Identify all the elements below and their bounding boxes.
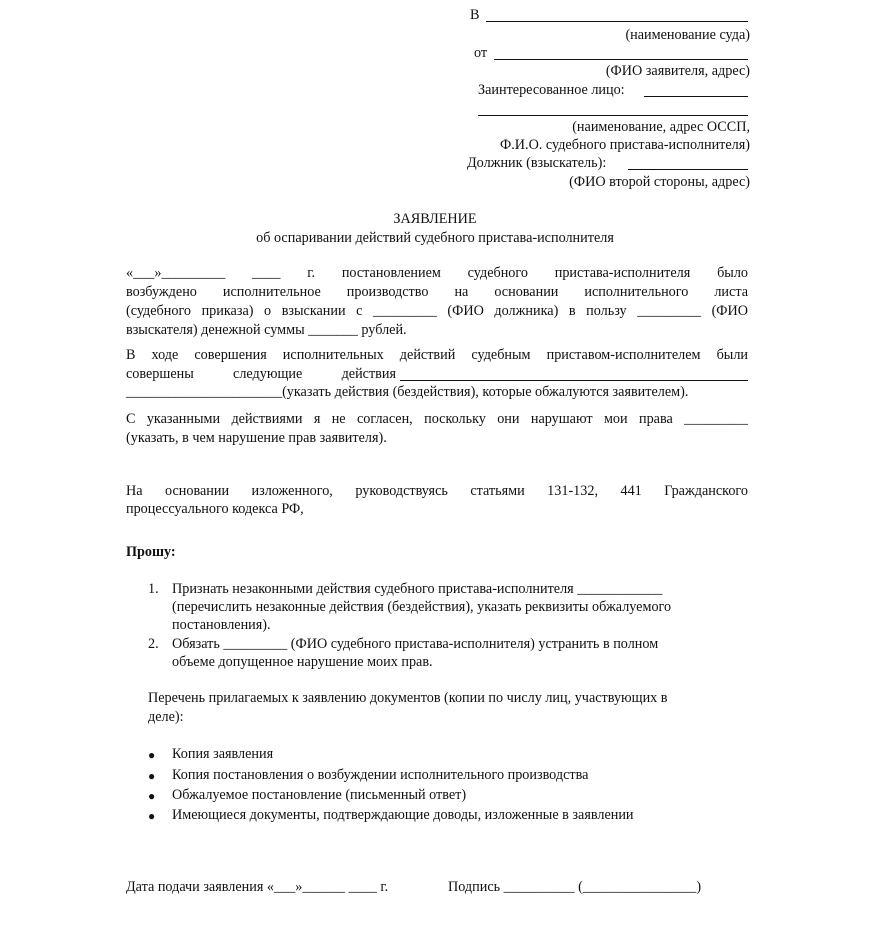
from-prefix: от bbox=[474, 45, 488, 61]
p2-line-2: совершены следующие действия bbox=[126, 366, 396, 382]
debtor-label: Должник (взыскатель): bbox=[467, 155, 607, 171]
p2-line-3: ______________________(указать действия (бездействия), которые обжалуются заявителем). bbox=[126, 384, 689, 400]
debtor-hint: (ФИО второй стороны, адрес) bbox=[569, 174, 750, 190]
bullet-icon: ● bbox=[148, 769, 156, 783]
attachment-item: Копия заявления bbox=[172, 746, 274, 762]
request-item-line: (перечислить незаконные действия (бездействия), указать реквизиты обжалуемого bbox=[172, 599, 672, 615]
submission-date: Дата подачи заявления «___»______ ____ г. bbox=[126, 879, 389, 895]
p1-line-3: (судебного приказа) о взыскании с _________ (ФИО должника) в пользу _________ (ФИО bbox=[126, 303, 748, 319]
p4-line-1: На основании изложенного, руководствуясь статьями 131-132, 441 Гражданского bbox=[126, 483, 748, 499]
p3-line-1: С указанными действиями я не согласен, поскольку они нарушают мои права _________ bbox=[126, 411, 748, 427]
ossp-hint-1: (наименование, адрес ОССП, bbox=[572, 119, 750, 135]
request-item-line: Обязать _________ (ФИО судебного пристава-исполнителя) устранить в полном bbox=[172, 636, 659, 652]
court-prefix: В bbox=[470, 7, 480, 23]
p3-line-2: (указать, в чем нарушение прав заявителя). bbox=[126, 430, 387, 446]
debtor-line bbox=[628, 169, 748, 170]
p4-line-2: процессуального кодекса РФ, bbox=[126, 501, 304, 517]
actions-line bbox=[400, 380, 748, 381]
attachment-item: Имеющиеся документы, подтверждающие доводы, изложенные в заявлении bbox=[172, 807, 634, 823]
court-hint: (наименование суда) bbox=[625, 27, 750, 43]
attachment-item: Копия постановления о возбуждении исполнительного производства bbox=[172, 767, 589, 783]
request-item-number: 2. bbox=[148, 636, 159, 652]
request-item-number: 1. bbox=[148, 581, 159, 597]
applicant-hint: (ФИО заявителя, адрес) bbox=[605, 63, 750, 79]
document-title: ЗАЯВЛЕНИЕ bbox=[393, 211, 477, 227]
interested-party-line bbox=[644, 96, 748, 97]
court-name-line bbox=[486, 21, 748, 22]
interested-party-label: Заинтересованное лицо: bbox=[478, 82, 625, 98]
request-item-line: объеме допущенное нарушение моих прав. bbox=[172, 654, 433, 670]
attachment-item: Обжалуемое постановление (письменный ответ) bbox=[172, 787, 467, 803]
ossp-line bbox=[478, 115, 748, 116]
ossp-hint-2: Ф.И.О. судебного пристава-исполнителя) bbox=[500, 137, 750, 153]
p1-line-4: взыскателя) денежной суммы _______ рублей. bbox=[126, 322, 407, 338]
bullet-icon: ● bbox=[148, 809, 156, 823]
bullet-icon: ● bbox=[148, 789, 156, 803]
request-heading: Прошу: bbox=[126, 544, 176, 560]
bullet-icon: ● bbox=[148, 748, 156, 762]
applicant-line bbox=[494, 59, 748, 60]
signature: Подпись __________ (________________) bbox=[448, 879, 702, 895]
p2-line-1: В ходе совершения исполнительных действий судебным приставом-исполнителем были bbox=[126, 347, 748, 363]
attachments-intro-line-2: деле): bbox=[148, 709, 184, 725]
request-item-line: Признать незаконными действия судебного пристава-исполнителя ____________ bbox=[172, 581, 663, 597]
attachments-intro-line-1: Перечень прилагаемых к заявлению документов (копии по числу лиц, участвующих в bbox=[148, 690, 668, 706]
document-subtitle: об оспаривании действий судебного пристава-исполнителя bbox=[256, 230, 614, 246]
request-item-line: постановления). bbox=[172, 617, 271, 633]
p1-line-1: «___»_________ ____ г. постановлением судебного пристава-исполнителя было bbox=[126, 265, 748, 281]
p1-line-2: возбуждено исполнительное производство на основании исполнительного листа bbox=[126, 284, 748, 300]
